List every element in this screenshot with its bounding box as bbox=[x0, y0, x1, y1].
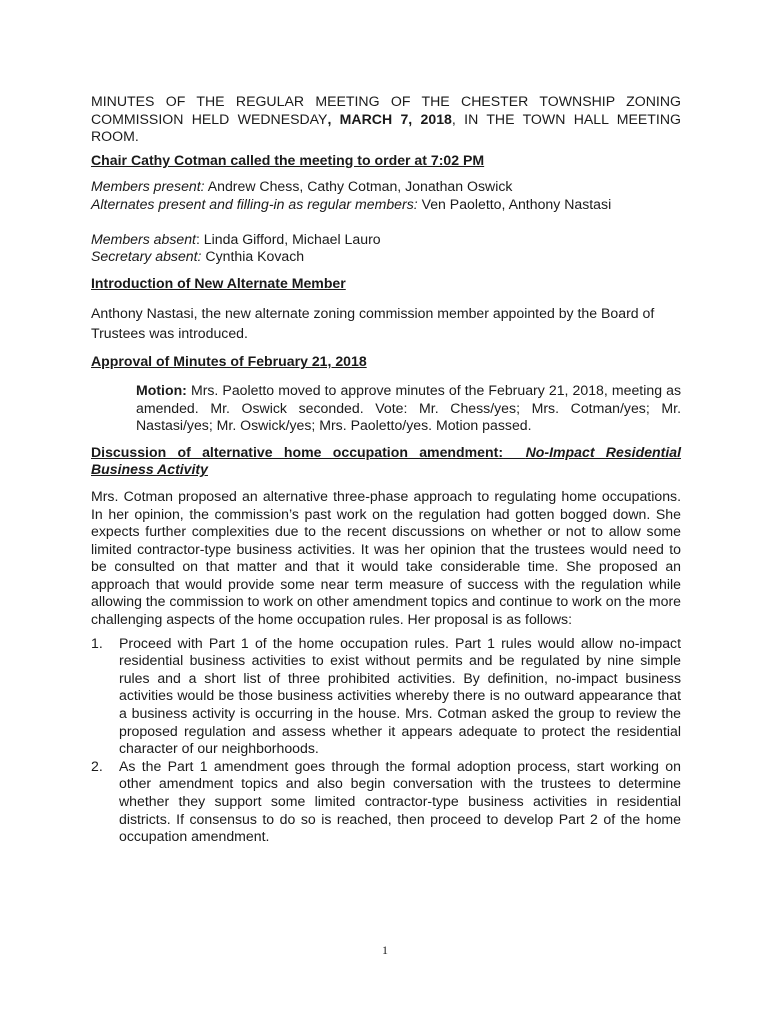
attendance-block bbox=[91, 178, 681, 265]
discussion-heading-main: Discussion of alternative home occupation amendment: bbox=[91, 443, 504, 460]
list-item-text: As the Part 1 amendment goes through the formal adoption process, start working on other amendment topics and also begin conversation with the trustees to determine whether they support some limited contractor-type business activities in residential districts. If consensus to do so is reached, then proceed to develop Part 2 of the home occupation amendment. bbox=[119, 757, 681, 845]
minutes-title bbox=[91, 93, 681, 146]
list-item bbox=[91, 635, 681, 758]
secretary-absent-line bbox=[91, 248, 681, 266]
secretary-absent-label: Secretary absent: bbox=[91, 248, 202, 265]
motion-label: Motion: bbox=[136, 381, 187, 398]
alternates-names: Ven Paoletto, Anthony Nastasi bbox=[417, 195, 612, 212]
members-absent-names: : Linda Gifford, Michael Lauro bbox=[195, 230, 381, 247]
members-present-names: Andrew Chess, Cathy Cotman, Jonathan Oswick bbox=[204, 178, 513, 195]
motion-text: Mrs. Paoletto moved to approve minutes of the February 21, 2018, meeting as amended. Mr. Oswick seconded. Vote: Mr. Chess/yes; Mrs. Cotman/yes; Mr. Nastasi/yes; Mr. Oswick/yes; Mrs. Paoletto/yes. Motion passed. bbox=[136, 381, 681, 434]
intro-heading: Introduction of New Alternate Member bbox=[91, 274, 346, 291]
intro-text: Anthony Nastasi, the new alternate zoning commission member appointed by the Board of Trustees was introduced. bbox=[91, 305, 655, 342]
list-item-number: 2. bbox=[91, 757, 103, 774]
list-item-text: Proceed with Part 1 of the home occupation rules. Part 1 rules would allow no-impact residential business activities to exist without permits and be regulated by nine simple rules and a short list of three prohibited activities. By definition, no-impact business activities would be those business activities whereby there is no outward appearance that a business activity is occurring in the house. Mrs. Cotman asked the group to review the proposed regulation and assess whether it appears adequate to protect the residential character of our neighborhoods. bbox=[119, 634, 681, 757]
call-to-order-heading: Chair Cathy Cotman called the meeting to order at 7:02 PM bbox=[91, 151, 485, 168]
members-present-label: Members present: bbox=[91, 178, 205, 195]
title-date: , MARCH 7, 2018 bbox=[327, 110, 452, 127]
alternates-label: Alternates present and filling-in as regular members: bbox=[91, 195, 418, 212]
motion-paragraph bbox=[136, 382, 681, 435]
page-number: 1 bbox=[382, 943, 388, 957]
list-item bbox=[91, 758, 681, 846]
secretary-absent-name: Cynthia Kovach bbox=[201, 248, 305, 265]
list-item-number: 1. bbox=[91, 634, 103, 651]
discussion-subheading: No-Impact Residential Business Activity bbox=[91, 443, 681, 478]
document-page bbox=[91, 93, 681, 846]
members-absent-label: Members absent bbox=[91, 230, 196, 247]
title-part-1: MINUTES OF THE REGULAR MEETING OF THE CHESTER TOWNSHIP ZONING COMMISSION HELD WEDNESDAY bbox=[91, 93, 681, 127]
approval-heading: Approval of Minutes of February 21, 2018 bbox=[91, 353, 367, 370]
members-absent-line bbox=[91, 231, 681, 249]
spacer bbox=[91, 214, 681, 231]
discussion-text: Mrs. Cotman proposed an alternative three-phase approach to regulating home occupations. In her opinion, the commission’s past work on the regulation had gotten bogged down. She expects further complexities due to the recent discussions on whether or not to allow some limited contractor-type business activities. It was her opinion that the trustees would need to be consulted on that matter and that it would take considerable time. She proposed an approach that would provide some near term measure of success with the regulation while allowing the commission to work on other amendment topics and continue to work on the more challenging aspects of the home occupation rules. Her proposal is as follows: bbox=[91, 487, 681, 628]
title-part-2: , IN THE TOWN HALL MEETING ROOM. bbox=[91, 110, 681, 145]
proposal-list bbox=[91, 635, 681, 846]
alternates-line bbox=[91, 196, 681, 214]
discussion-heading bbox=[91, 444, 681, 479]
members-present-line bbox=[91, 178, 681, 196]
